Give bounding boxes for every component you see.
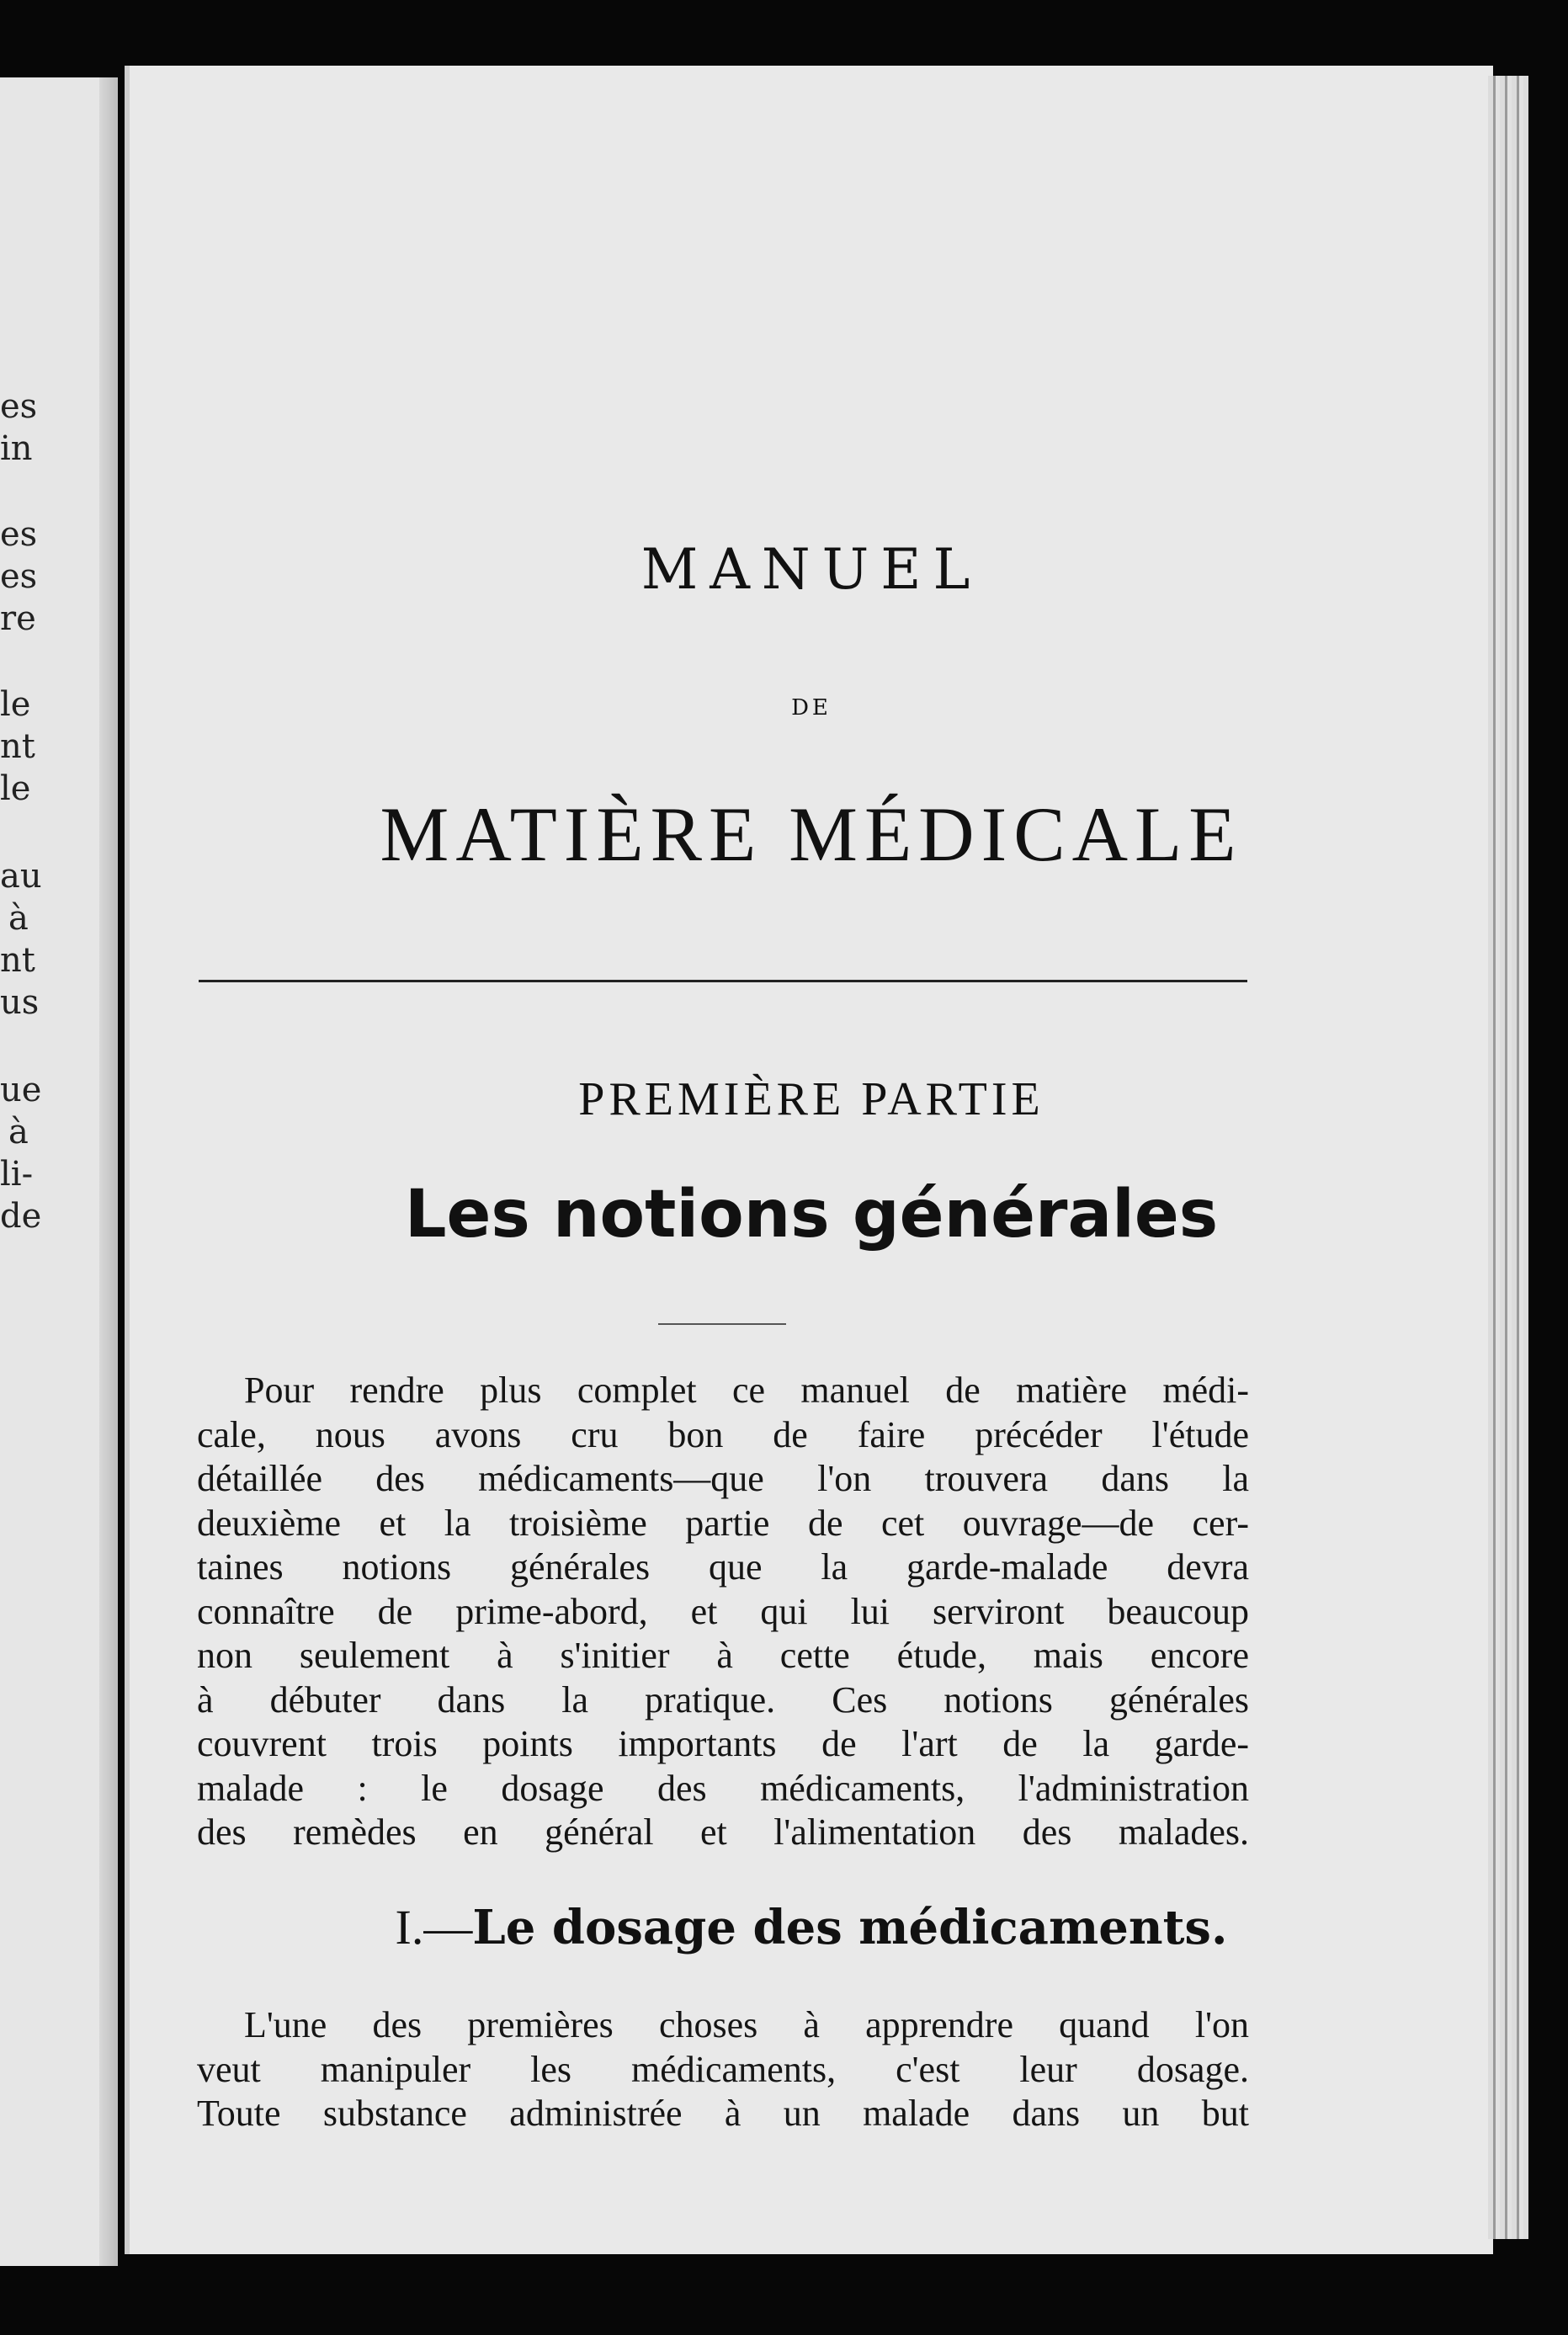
left-facing-page <box>0 77 118 2266</box>
left-fragment: nt <box>0 727 35 766</box>
title-divider-rule <box>199 980 1247 982</box>
left-fragment: es <box>0 557 38 596</box>
book-gutter <box>99 77 118 2266</box>
paragraph-line: à débuter dans la pratique. Ces notions générales <box>197 1678 1249 1721</box>
left-fragment: ue <box>0 1071 42 1109</box>
left-fragment: le <box>0 685 31 724</box>
left-fragment: à <box>8 1113 29 1152</box>
short-divider-rule <box>658 1323 786 1325</box>
book-title-matiere-medicale: MATIÈRE MÉDICALE <box>380 791 1243 877</box>
page-block-edge <box>1488 76 1528 2239</box>
paragraph-line: des remèdes en général et l'alimentation des malades. <box>197 1811 1249 1853</box>
intro-paragraph <box>197 1369 1249 1855</box>
dosage-paragraph <box>197 2003 1249 2136</box>
paragraph-line: non seulement à s'initier à cette étude, mais encore <box>197 1635 1249 1676</box>
paragraph-line: couvrent trois points importants de l'art de la garde- <box>197 1723 1249 1764</box>
paragraph-line: L'une des premières choses à apprendre quand l'on <box>244 2004 1249 2045</box>
paragraph-line: malade : le dosage des médicaments, l'administration <box>197 1767 1249 1809</box>
paragraph-line: cale, nous avons cru bon de faire précéder l'étude <box>197 1413 1249 1455</box>
paragraph-line: veut manipuler les médicaments, c'est leur dosage. <box>197 2048 1249 2090</box>
main-page <box>125 66 1493 2254</box>
left-fragment: au <box>0 857 42 896</box>
left-fragment: de <box>0 1197 42 1236</box>
book-title-de: DE <box>791 695 832 721</box>
page-content <box>130 66 1493 2254</box>
left-fragment: re <box>0 599 36 638</box>
left-fragment: à <box>8 899 29 938</box>
paragraph-line: Toute substance administrée à un malade dans un but <box>197 2093 1249 2134</box>
left-fragment: in <box>0 429 33 468</box>
paragraph-line: Pour rendre plus complet ce manuel de matière médi- <box>244 1370 1249 1411</box>
subsection-title: Le dosage des médicaments. <box>472 1900 1228 1955</box>
paragraph-line: connaître de prime-abord, et qui lui serviront beaucoup <box>197 1590 1249 1632</box>
left-fragment: es <box>0 387 38 426</box>
paragraph-line: détaillée des médicaments—que l'on trouvera dans la <box>197 1458 1249 1499</box>
paragraph-line: taines notions générales que la garde-malade devra <box>197 1546 1249 1588</box>
part-heading: PREMIÈRE PARTIE <box>578 1073 1044 1125</box>
left-fragment: es <box>0 515 38 554</box>
subsection-number: I.— <box>395 1900 473 1955</box>
subsection-heading <box>130 1899 1493 1955</box>
left-fragment: nt <box>0 941 35 980</box>
paragraph-line: deuxième et la troisième partie de cet ouvrage—de cer- <box>197 1502 1249 1544</box>
left-fragment: li- <box>0 1155 34 1194</box>
book-title-manuel: MANUEL <box>640 537 982 602</box>
left-fragment: us <box>0 983 40 1022</box>
left-fragment: le <box>0 769 31 808</box>
part-title: Les notions générales <box>404 1177 1219 1253</box>
